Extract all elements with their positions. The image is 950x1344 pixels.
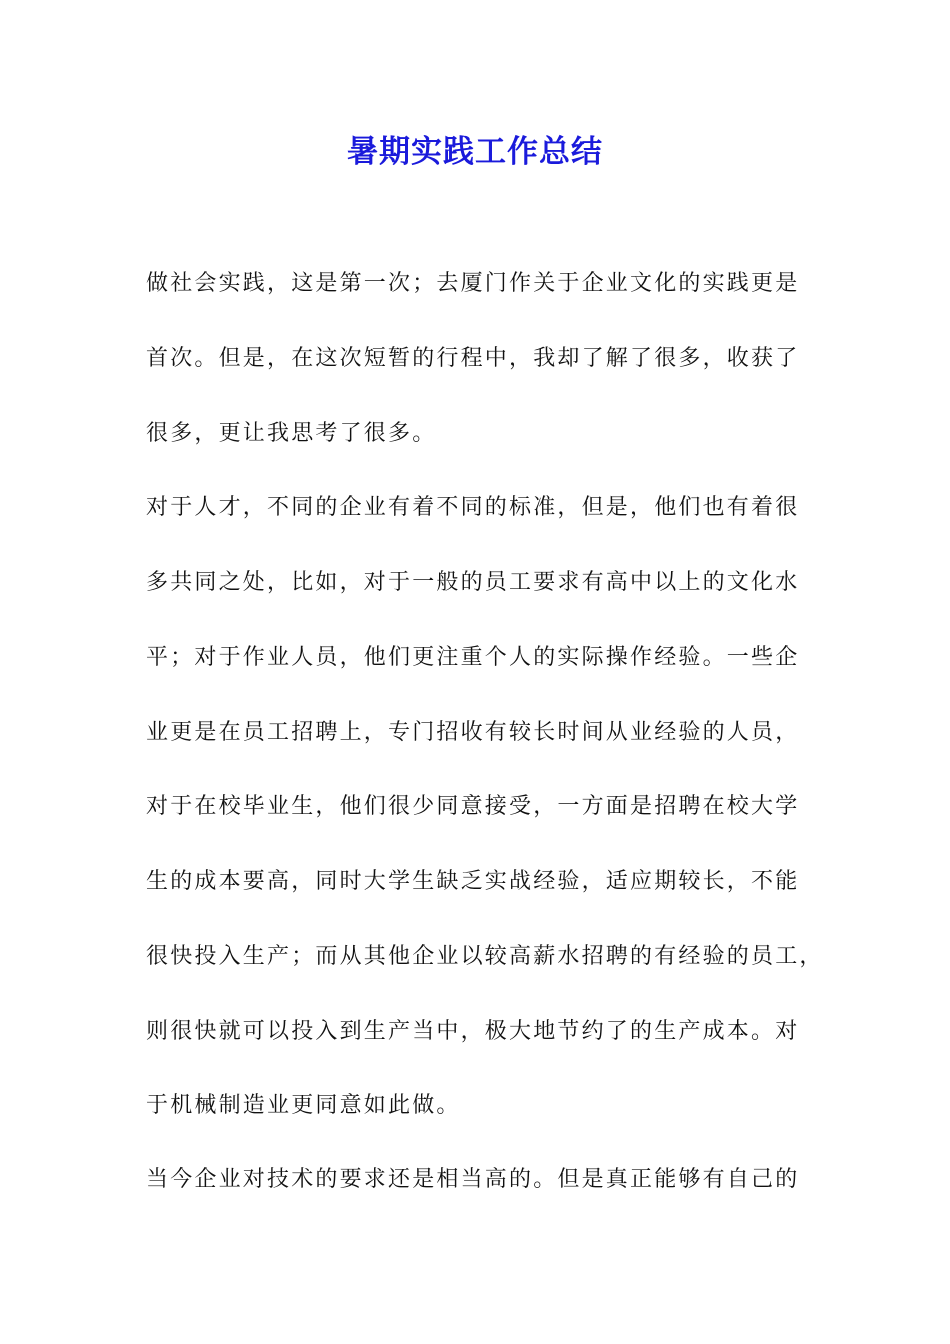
paragraph-line: 多共同之处，比如，对于一般的员工要求有高中以上的文化水 xyxy=(146,570,800,595)
paragraph-line: 首次。但是，在这次短暂的行程中，我却了解了很多，收获了 xyxy=(146,346,800,371)
paragraph-line: 很快投入生产；而从其他企业以较高薪水招聘的有经验的员工， xyxy=(146,944,824,969)
paragraph-line: 生的成本要高，同时大学生缺乏实战经验，适应期较长，不能 xyxy=(146,869,800,894)
paragraph-line: 很多，更让我思考了很多。 xyxy=(146,421,437,446)
paragraph-line: 于机械制造业更同意如此做。 xyxy=(146,1093,461,1118)
paragraph-line: 对于在校毕业生，他们很少同意接受，一方面是招聘在校大学 xyxy=(146,794,800,819)
paragraph-line: 对于人才，不同的企业有着不同的标准，但是，他们也有着很 xyxy=(146,495,800,520)
paragraph-line: 当今企业对技术的要求还是相当高的。但是真正能够有自己的 xyxy=(146,1167,800,1192)
paragraph-line: 平；对于作业人员，他们更注重个人的实际操作经验。一些企 xyxy=(146,645,800,670)
paragraph-line: 做社会实践，这是第一次；去厦门作关于企业文化的实践更是 xyxy=(146,271,800,296)
paragraph-line: 业更是在员工招聘上，专门招收有较长时间从业经验的人员， xyxy=(146,720,800,745)
paragraph-line: 则很快就可以投入到生产当中，极大地节约了的生产成本。对 xyxy=(146,1019,800,1044)
document-title: 暑期实践工作总结 xyxy=(347,134,603,170)
